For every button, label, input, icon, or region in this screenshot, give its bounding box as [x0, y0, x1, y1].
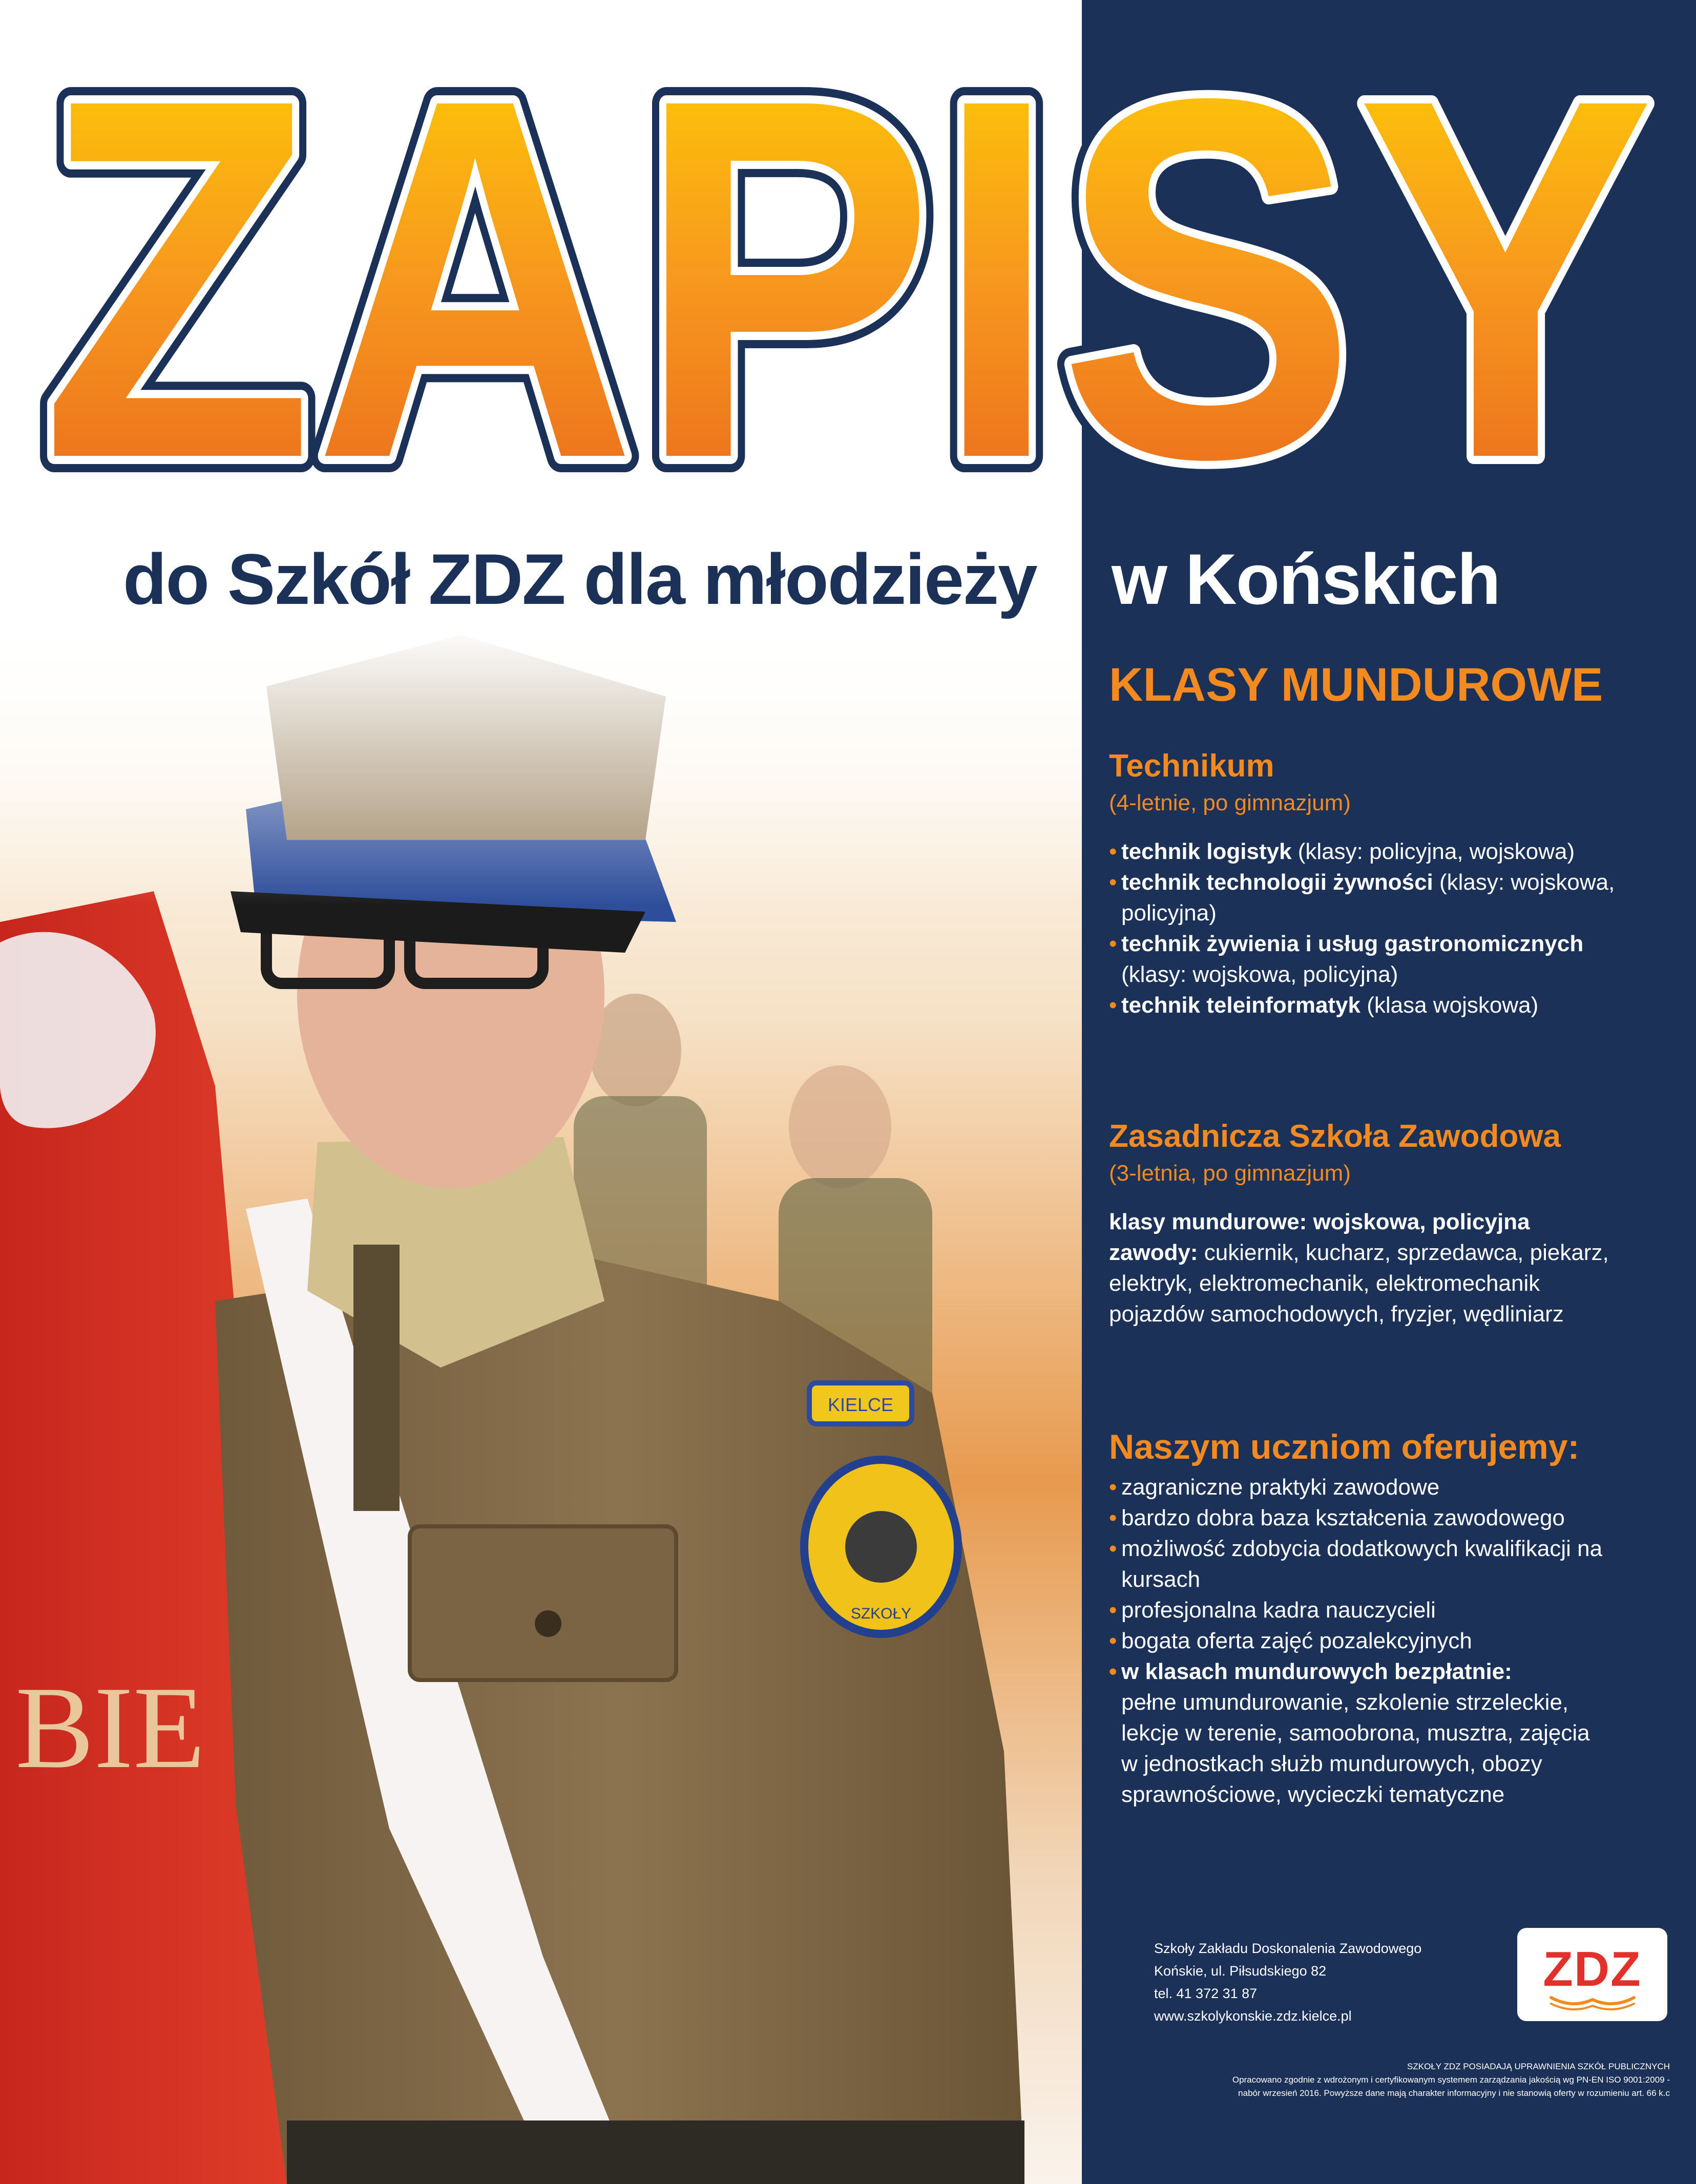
headline-fill: ZAPISY: [41, 0, 1655, 564]
footer-website[interactable]: www.szkolykonskie.zdz.kielce.pl: [1154, 2008, 1352, 2024]
list-item: [1109, 867, 1678, 929]
item-rest: (klasy: policyjna, wojskowa): [1291, 839, 1575, 864]
list-item: • bogata oferta zajęć pozalekcyjnych: [1109, 1626, 1678, 1656]
headline-zapisy: [31, 0, 1665, 564]
zsz-subtitle: (3-letnia, po gimnazjum): [1109, 1161, 1351, 1186]
item-bold: technik technologii żywności: [1121, 870, 1433, 895]
subtitle-right: w Końskich: [1112, 539, 1500, 619]
zsz-line3: elektryk, elektromechanik, elektromechanik: [1109, 1271, 1540, 1296]
zsz-title: Zasadnicza Szkoła Zawodowa: [1109, 1119, 1561, 1154]
item-cont: policyjna): [1121, 900, 1217, 926]
technikum-list: [1109, 836, 1678, 1021]
legal-line: Opracowano zgodnie z wdrożonym i certyfikowanym systemem zarządzania jakością wg PN-EN ISO 9001:2009 -: [1232, 2075, 1670, 2085]
oferujemy-title: Naszym uczniom oferujemy:: [1109, 1427, 1580, 1466]
footer-phone: tel. 41 372 31 87: [1154, 1986, 1258, 2001]
item-rest: (klasa wojskowa): [1360, 993, 1539, 1018]
item-bold: technik teleinformatyk: [1121, 993, 1361, 1018]
legal-line: nabór wrzesień 2016. Powyższe dane mają charakter informacyjny i nie stanowią oferty w rozumieniu art. 66 k.c: [1238, 2088, 1670, 2098]
soldier-photo: [0, 625, 1082, 2184]
list-item: • w klasach mundurowych bezpłatnie:: [1109, 1656, 1678, 1687]
zsz-line1: klasy mundurowe: wojskowa, policyjna: [1109, 1209, 1530, 1234]
item-rest: (klasy: wojskowa,: [1433, 870, 1615, 895]
detail-line: pełne umundurowanie, szkolenie strzeleckie,: [1121, 1690, 1569, 1715]
headline-inner-outline: ZAPISY: [41, 0, 1655, 564]
item-cont: kursach: [1121, 1567, 1201, 1592]
footer-line: Końskie, ul. Piłsudskiego 82: [1154, 1963, 1327, 1979]
oferujemy-bold-details: [1109, 1687, 1678, 1810]
subtitle-left: do Szkół ZDZ dla młodzieży: [123, 539, 1037, 619]
detail-line: w jednostkach służb mundurowych, obozy: [1121, 1751, 1542, 1776]
zawody-text: cukiernik, kucharz, sprzedawca, piekarz,: [1198, 1240, 1609, 1265]
detail-line: lekcje w terenie, samoobrona, musztra, zajęcia: [1121, 1720, 1590, 1746]
technikum-subtitle: (4-letnie, po gimnazjum): [1109, 790, 1351, 815]
info-column: [1109, 658, 1678, 1810]
book-icon: [1549, 1993, 1636, 2011]
zsz-line4: pojazdów samochodowych, fryzjer, wędliniarz: [1109, 1301, 1564, 1327]
list-item: [1109, 990, 1678, 1021]
zawody-label: zawody:: [1109, 1240, 1198, 1265]
list-item: [1109, 929, 1678, 990]
list-item: • zagraniczne praktyki zawodowe: [1109, 1472, 1678, 1503]
headline-outer-outline: ZAPISY: [41, 0, 1655, 564]
item-bold: technik żywienia i usług gastronomicznych: [1121, 931, 1584, 956]
list-item: [1109, 836, 1678, 867]
zdz-logo: [1517, 1928, 1667, 2021]
footer-line: Szkoły Zakładu Doskonalenia Zawodowego: [1154, 1941, 1422, 1956]
list-item: • bardzo dobra baza kształcenia zawodowego: [1109, 1503, 1678, 1534]
item-bold: technik logistyk: [1121, 839, 1292, 864]
technikum-title: Technikum: [1109, 748, 1274, 784]
detail-line: sprawnościowe, wycieczki tematyczne: [1121, 1782, 1505, 1807]
list-item: [1109, 1534, 1678, 1595]
footer-address: [1154, 1937, 1513, 2027]
item-text: możliwość zdobycia dodatkowych kwalifikacji na: [1121, 1536, 1603, 1561]
legal-line: SZKOŁY ZDZ POSIADAJĄ UPRAWNIENIA SZKÓŁ PUBLICZNYCH: [1407, 2062, 1670, 2071]
legal-notice: [1127, 2060, 1670, 2100]
item-cont: (klasy: wojskowa, policyjna): [1121, 962, 1398, 987]
oferujemy-list: [1109, 1472, 1678, 1687]
zdz-logo-text: ZDZ: [1543, 1942, 1642, 1997]
list-item: • profesjonalna kadra nauczycieli: [1109, 1595, 1678, 1626]
zsz-line2: [1109, 1237, 1678, 1268]
klasy-heading: KLASY MUNDUROWE: [1109, 659, 1603, 711]
